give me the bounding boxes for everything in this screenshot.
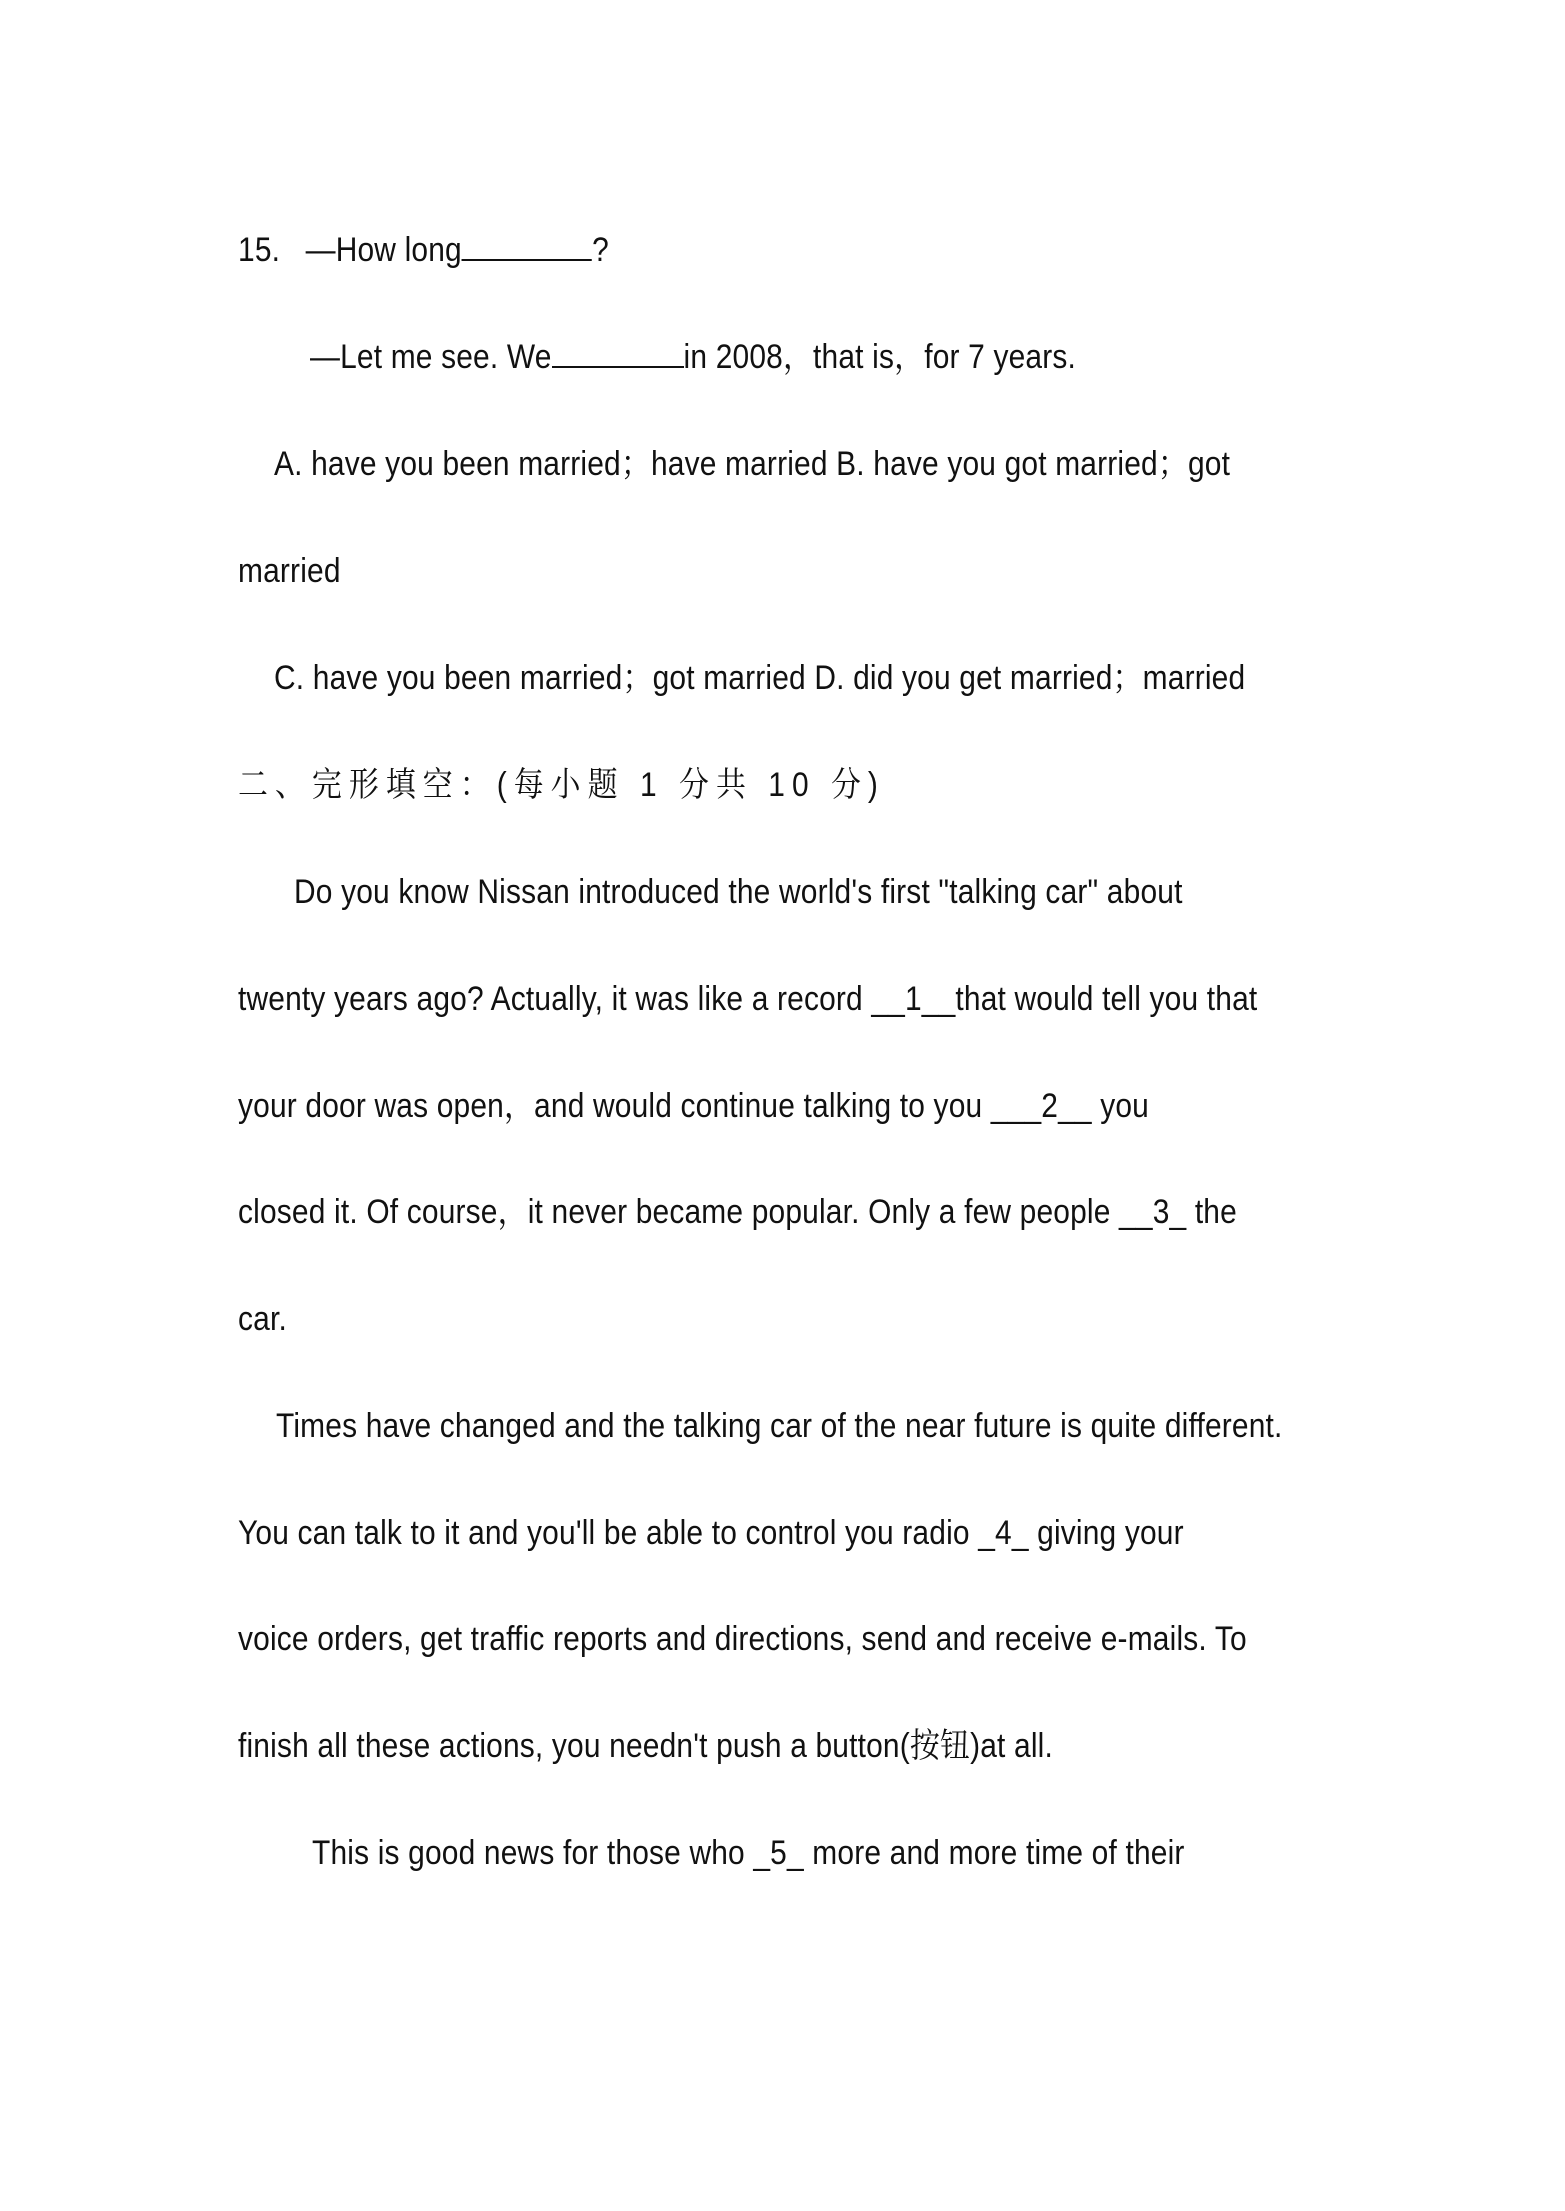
section-heading: 二、完形填空：(每小题 1 分共 10 分) [238, 766, 885, 804]
question-15-line2-text: —Let me see. We [310, 338, 552, 376]
passage-line: Do you know Nissan introduced the world's first "talking car" about [294, 873, 1183, 911]
answer-blank [552, 336, 684, 368]
question-15-stem [238, 228, 1206, 272]
question-15-options-ab-cont: married [238, 552, 341, 590]
passage-line: You can talk to it and you'll be able to control you radio _4_ giving your [238, 1514, 1184, 1552]
passage-line: This is good news for those who _5_ more and more time of their [312, 1834, 1185, 1872]
question-15-options-ab: A. have you been married；have married B. have you got married；got [274, 445, 1231, 483]
passage-line: voice orders, get traffic reports and directions, send and receive e-mails. To [238, 1620, 1247, 1658]
passage-line: your door was open，and would continue talking to you ___2__ you [238, 1087, 1149, 1125]
question-15-options-cd: C. have you been married；got married D. did you get married；married [274, 659, 1246, 697]
passage-line: Times have changed and the talking car of the near future is quite different. [276, 1407, 1283, 1445]
answer-blank [462, 229, 592, 261]
passage-line: twenty years ago? Actually, it was like a record __1__that would tell you that [238, 980, 1258, 1018]
question-number: 15. [238, 231, 281, 269]
passage-line: finish all these actions, you needn't push a button(按钮)at all. [238, 1727, 1053, 1765]
question-15-line1-end: ? [592, 231, 609, 269]
question-15-reply [310, 335, 1278, 379]
passage-line: closed it. Of course，it never became popular. Only a few people __3_ the [238, 1193, 1237, 1231]
passage-line: car. [238, 1300, 287, 1338]
question-15-line2-end: in 2008，that is，for 7 years. [683, 338, 1076, 376]
question-15-line1-text: —How long [305, 231, 462, 269]
